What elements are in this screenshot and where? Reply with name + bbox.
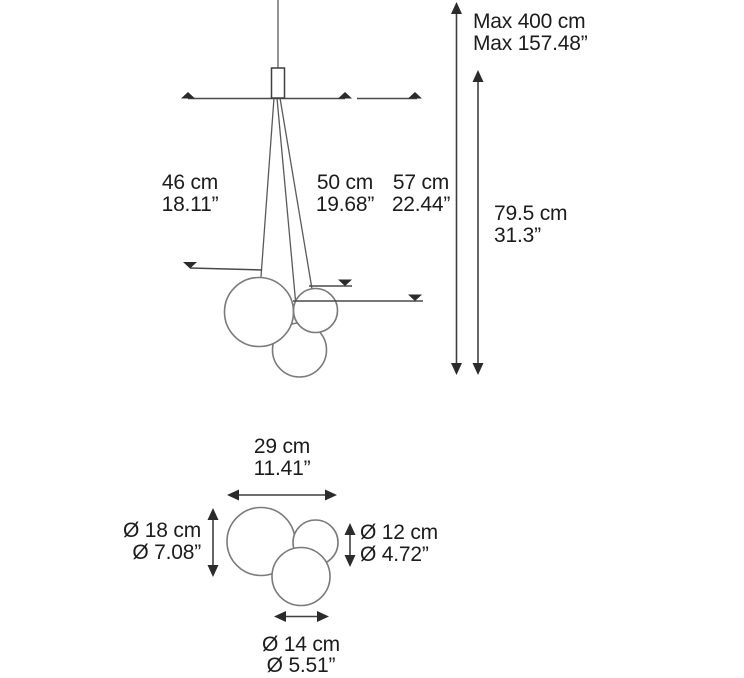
up-marker-icon [408, 92, 422, 99]
cable50-label-cm: 50 cm [316, 171, 374, 194]
cable46-reference-line [190, 268, 262, 270]
large-diameter-label-inch: Ø 7.08” [132, 541, 201, 564]
arrow-right-icon [325, 490, 337, 501]
cable57-label-inch: 22.44” [391, 193, 451, 216]
down-marker-icon [338, 280, 352, 287]
arrow-left-icon [227, 490, 239, 501]
cable57-label-cm: 57 cm [392, 171, 450, 194]
up-marker-icon [338, 92, 352, 99]
arrow-up-icon [451, 2, 462, 14]
large-diameter-label-cm: Ø 18 cm [123, 519, 201, 542]
cable46-label-cm: 46 cm [161, 171, 219, 194]
small-diameter-label-inch: Ø 4.72” [360, 543, 429, 566]
sphere-large [225, 278, 294, 347]
medium-diameter-label-cm: Ø 14 cm [262, 633, 340, 656]
fixture-drop-label-inch: 31.3” [494, 224, 541, 247]
small-diameter-label-cm: Ø 12 cm [360, 521, 438, 544]
up-marker-icon [181, 92, 195, 99]
ceiling-canopy [272, 68, 285, 98]
arrow-right-icon [317, 611, 329, 622]
arrow-down-icon [208, 565, 219, 577]
sphere-small [294, 289, 338, 333]
detail-view [123, 435, 438, 677]
arrow-left-icon [274, 611, 286, 622]
cluster-width-label-inch: 11.41” [253, 457, 311, 480]
arrow-up-icon [473, 70, 484, 82]
medium-diameter-label-inch: Ø 5.51” [266, 654, 336, 677]
max-height-label-inch: Max 157.48” [473, 32, 588, 55]
arrow-down-icon [345, 555, 356, 567]
sphere-cable-right [280, 98, 312, 289]
detail-sphere-medium [272, 548, 330, 606]
arrow-up-icon [345, 523, 356, 535]
cable50-label-inch: 19.68” [315, 193, 375, 216]
cable46-label-inch: 18.11” [161, 193, 219, 216]
max-height-label-cm: Max 400 cm [473, 10, 586, 33]
arrow-down-icon [451, 363, 462, 375]
front-view [162, 0, 588, 377]
arrow-down-icon [473, 363, 484, 375]
sphere-cable-middle [277, 98, 296, 306]
arrow-up-icon [208, 508, 219, 520]
fixture-drop-label-cm: 79.5 cm [494, 202, 568, 225]
down-marker-icon [408, 295, 422, 302]
cluster-width-label-cm: 29 cm [253, 435, 311, 458]
sphere-cable-left [261, 98, 274, 277]
